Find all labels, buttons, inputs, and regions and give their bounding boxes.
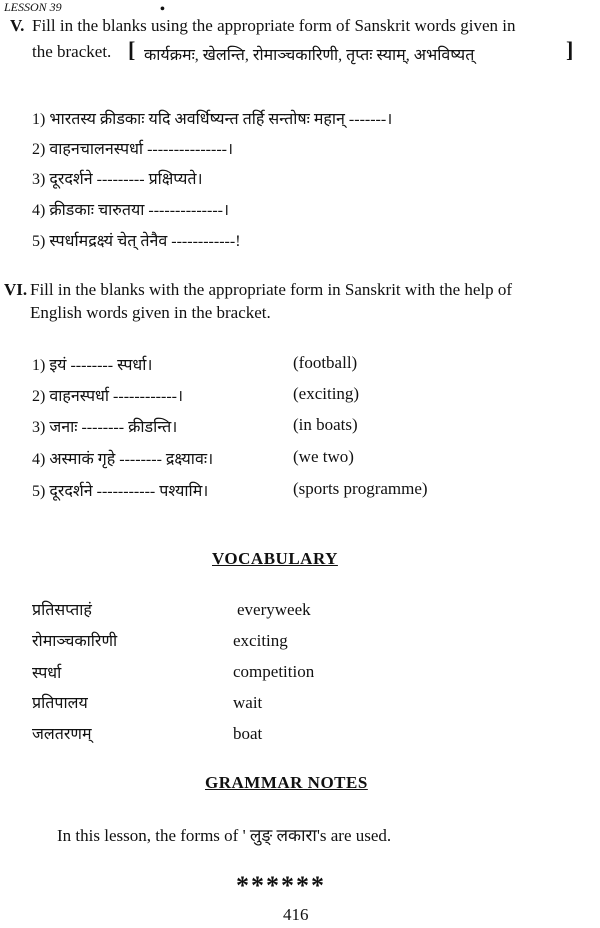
section-vi-line1: Fill in the blanks with the appropriate form in Sanskrit with the help of bbox=[30, 280, 513, 299]
section-vi-item-sanskrit: 5) दूरदर्शने ----------- पश्यामि। bbox=[32, 483, 209, 500]
grammar-notes-heading: GRAMMAR NOTES bbox=[205, 773, 368, 792]
section-v-item: 1) भारतस्य क्रीडकाः यदि अवर्धिष्यन्त तर्हि सन्तोषः महान् -------। bbox=[32, 111, 393, 128]
page-number: 416 bbox=[283, 905, 309, 924]
vocab-english: everyweek bbox=[237, 600, 311, 619]
section-v-item: 2) वाहनचालनस्पर्धा ---------------। bbox=[32, 141, 234, 158]
section-separator-stars: ****** bbox=[236, 871, 326, 900]
section-v-number: V. bbox=[10, 16, 25, 35]
section-v-line2: the bracket. bbox=[32, 42, 112, 61]
decorative-dot: • bbox=[160, 2, 165, 17]
vocab-sanskrit: स्पर्धा bbox=[32, 665, 62, 682]
bracket-close: ] bbox=[566, 37, 574, 62]
vocabulary-heading: VOCABULARY bbox=[212, 549, 338, 568]
vocab-english: competition bbox=[233, 662, 315, 681]
vocab-sanskrit: रोमाञ्चकारिणी bbox=[32, 633, 118, 650]
lesson-header: LESSON 39 bbox=[4, 0, 62, 14]
vocab-sanskrit: प्रतिसप्ताहं bbox=[32, 602, 92, 619]
bracket-open: [ bbox=[128, 37, 136, 62]
section-vi-item-sanskrit: 1) इयं -------- स्पर्धा। bbox=[32, 357, 153, 374]
section-vi-number: VI. bbox=[4, 280, 28, 299]
section-v-item: 5) स्पर्धामद्रक्ष्यं चेत् तेनैव ------------! bbox=[32, 233, 241, 250]
section-vi-item-english: (in boats) bbox=[293, 415, 358, 434]
vocab-english: wait bbox=[233, 693, 263, 712]
section-vi-item-sanskrit: 2) वाहनस्पर्धा ------------। bbox=[32, 388, 184, 405]
section-v-options: कार्यक्रमः, खेलन्ति, रोमाञ्चकारिणी, तृप्तः स्याम्, अभविष्यत् bbox=[144, 47, 475, 64]
section-vi-item-english: (sports programme) bbox=[293, 479, 428, 498]
section-vi-item-english: (football) bbox=[293, 353, 358, 372]
section-vi-item-english: (exciting) bbox=[293, 384, 360, 403]
section-vi-item-sanskrit: 4) अस्माकं गृहे -------- द्रक्ष्यावः। bbox=[32, 451, 214, 468]
vocab-sanskrit: जलतरणम् bbox=[32, 726, 92, 743]
grammar-notes-text: In this lesson, the forms of ' लुङ् लकारा's are used. bbox=[57, 826, 392, 845]
vocab-english: exciting bbox=[233, 631, 288, 650]
section-vi-item-sanskrit: 3) जनाः -------- क्रीडन्ति। bbox=[32, 419, 178, 436]
section-vi-line2: English words given in the bracket. bbox=[30, 303, 271, 322]
section-v-item: 3) दूरदर्शने --------- प्रक्षिप्यते। bbox=[32, 171, 203, 188]
section-v-item: 4) क्रीडकाः चारुतया --------------। bbox=[32, 202, 230, 219]
vocab-english: boat bbox=[233, 724, 263, 743]
vocab-sanskrit: प्रतिपालय bbox=[32, 695, 88, 712]
section-v-line1: Fill in the blanks using the appropriate form of Sanskrit words given in bbox=[32, 16, 516, 35]
section-vi-item-english: (we two) bbox=[293, 447, 354, 466]
